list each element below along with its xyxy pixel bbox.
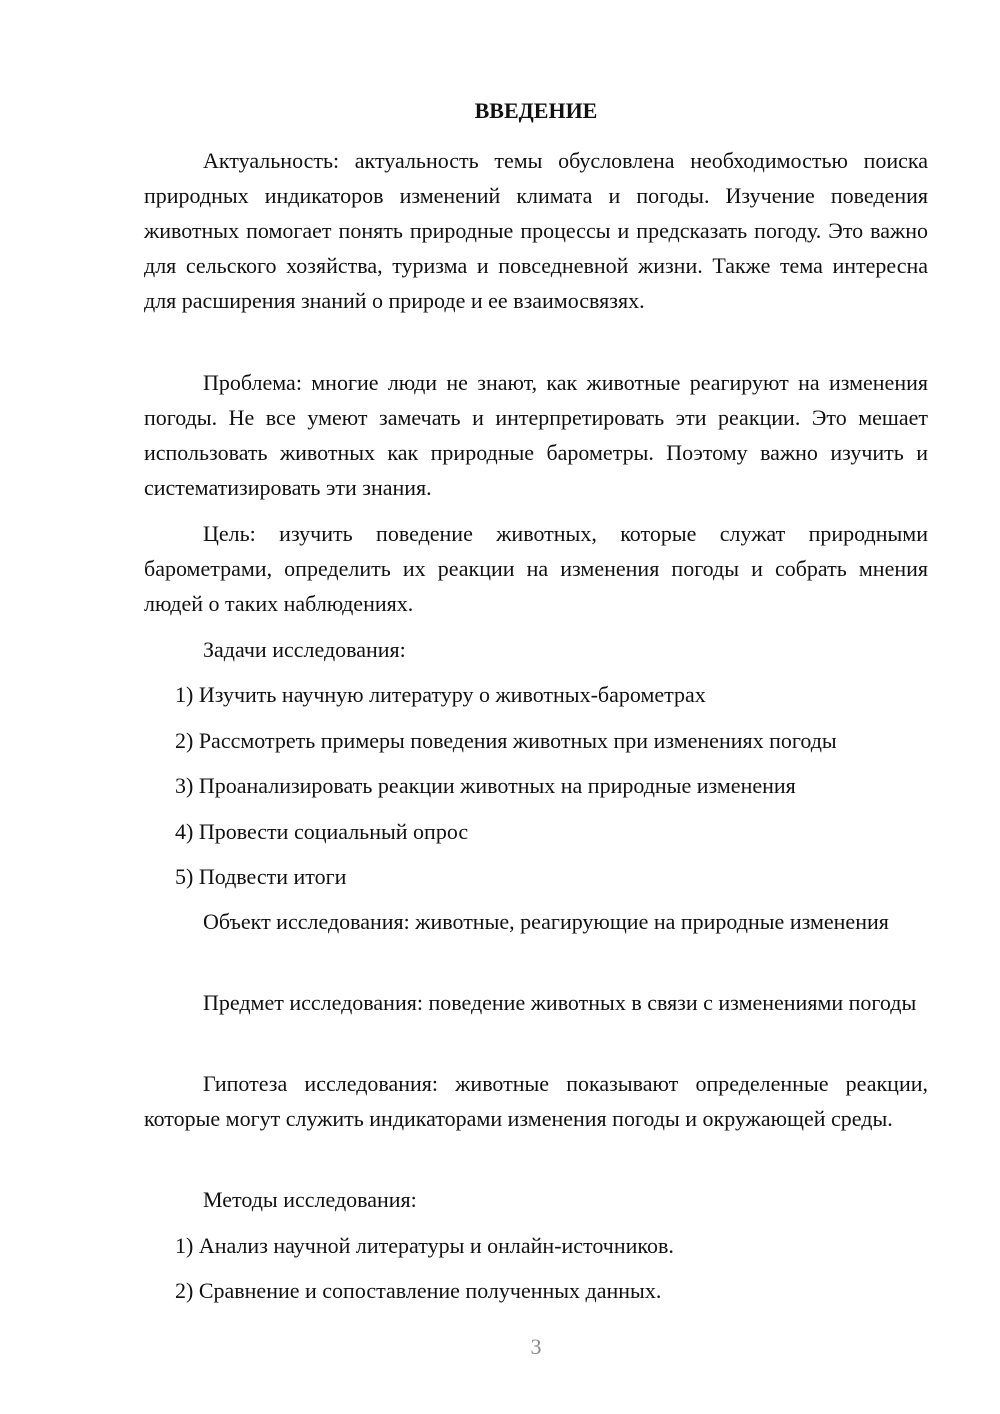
- page-number: 3: [530, 1334, 542, 1359]
- problem-paragraph: Проблема: многие люди не знают, как животные реагируют на изменения погоды. Не все умеют замечать и интерпретировать эти реакции. Это мешает использовать животных как природные барометры. Поэтому важно изучить и систематизировать эти знания.: [144, 370, 928, 500]
- task-item: 3) Проанализировать реакции животных на природные изменения: [175, 773, 796, 798]
- task-item: 4) Провести социальный опрос: [175, 819, 469, 844]
- goal-paragraph: Цель: изучить поведение животных, которые служат природными барометрами, определить их реакции на изменения погоды и собрать мнения людей о таких наблюдениях.: [144, 521, 928, 616]
- document-page: [144, 0, 928, 1414]
- subject-paragraph: Предмет исследования: поведение животных в связи с изменениями погоды: [203, 990, 917, 1015]
- method-item: 2) Сравнение и сопоставление полученных данных.: [175, 1278, 662, 1303]
- object-paragraph: Объект исследования: животные, реагирующие на природные изменения: [203, 909, 889, 934]
- methods-heading: Методы исследования:: [203, 1187, 417, 1212]
- relevance-paragraph: Актуальность: актуальность темы обусловлена необходимостью поиска природных индикаторов изменений климата и погоды. Изучение поведения животных помогает понять природные процессы и предсказать погоду. Это важно для сельского хозяйства, туризма и повседневной жизни. Также тема интересна для расширения знаний о природе и ее взаимосвязях.: [144, 148, 928, 313]
- tasks-heading: Задачи исследования:: [203, 637, 406, 662]
- method-item: 1) Анализ научной литературы и онлайн-источников.: [175, 1233, 674, 1258]
- section-title: ВВЕДЕНИЕ: [474, 98, 598, 123]
- hypothesis-paragraph: Гипотеза исследования: животные показывают определенные реакции, которые могут служить индикаторами изменения погоды и окружающей среды.: [144, 1071, 928, 1131]
- task-item: 2) Рассмотреть примеры поведения животных при изменениях погоды: [175, 728, 837, 753]
- task-item: 5) Подвести итоги: [175, 864, 347, 889]
- task-item: 1) Изучить научную литературу о животных-барометрах: [175, 682, 706, 707]
